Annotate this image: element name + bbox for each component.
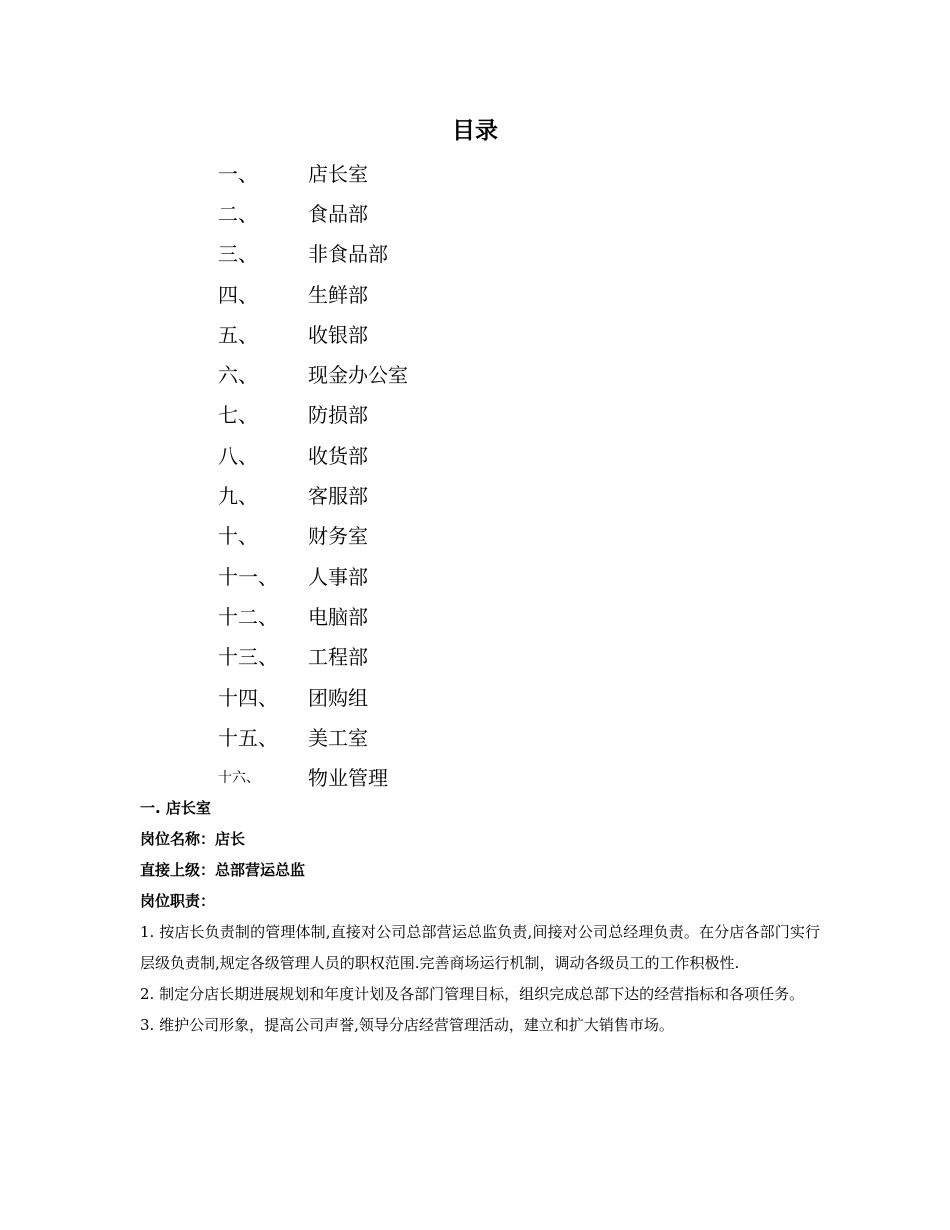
toc-item[interactable] <box>218 515 408 555</box>
toc-label: 食品部 <box>308 201 368 226</box>
toc-label: 店长室 <box>308 161 368 186</box>
toc-item[interactable] <box>218 192 408 232</box>
toc-item[interactable] <box>218 313 408 353</box>
toc-number: 十四、 <box>218 685 278 710</box>
toc-label: 工程部 <box>308 645 368 670</box>
toc-item[interactable] <box>218 676 408 716</box>
duty-item: 3. 维护公司形象，提高公司声誉,领导分店经营管理活动，建立和扩大销售市场。 <box>140 1016 674 1034</box>
toc-label: 财务室 <box>308 524 368 549</box>
toc-number: 十二、 <box>218 604 278 629</box>
toc-number: 七、 <box>218 403 258 428</box>
toc-label: 防损部 <box>308 403 368 428</box>
toc-item[interactable] <box>218 233 408 273</box>
toc-number: 三、 <box>218 242 258 267</box>
toc-label: 美工室 <box>308 725 368 750</box>
toc-label: 物业管理 <box>308 766 388 791</box>
toc-item[interactable] <box>218 595 408 635</box>
toc-number: 十五、 <box>218 725 278 750</box>
toc-item[interactable] <box>218 353 408 393</box>
toc-number: 二、 <box>218 201 258 226</box>
section-heading: 一. 店长室 <box>140 799 211 817</box>
toc-item[interactable] <box>218 756 408 796</box>
toc-label: 现金办公室 <box>308 363 408 388</box>
toc-item[interactable] <box>218 152 408 192</box>
toc-label: 收货部 <box>308 443 368 468</box>
toc-number: 九、 <box>218 484 258 509</box>
direct-superior: 直接上级：总部营运总监 <box>140 861 306 879</box>
toc-label: 生鲜部 <box>308 282 368 307</box>
duty-item: 1. 按店长负责制的管理体制,直接对公司总部营运总监负责,间接对公司总经理负责。在分店各部门实行层级负责制,规定各级管理人员的职权范围.完善商场运行机制，调动各级员工的工作积极性. <box>140 923 820 972</box>
section-content <box>140 793 820 1041</box>
toc-label: 团购组 <box>308 685 368 710</box>
toc-label: 客服部 <box>308 484 368 509</box>
position-name: 岗位名称：店长 <box>140 830 246 848</box>
page-title: 目录 <box>452 118 498 144</box>
toc-number: 十六、 <box>218 769 260 786</box>
toc-label: 非食品部 <box>308 242 388 267</box>
toc-item[interactable] <box>218 273 408 313</box>
toc-number: 一、 <box>218 161 258 186</box>
toc-number: 十、 <box>218 524 258 549</box>
toc-item[interactable] <box>218 394 408 434</box>
toc-item[interactable] <box>218 474 408 514</box>
toc-item[interactable] <box>218 555 408 595</box>
toc-number: 六、 <box>218 363 258 388</box>
toc-number: 四、 <box>218 282 258 307</box>
table-of-contents <box>218 152 408 797</box>
toc-number: 五、 <box>218 322 258 347</box>
toc-item[interactable] <box>218 434 408 474</box>
toc-number: 十一、 <box>218 564 278 589</box>
duties-heading: 岗位职责： <box>140 892 216 910</box>
toc-label: 收银部 <box>308 322 368 347</box>
toc-item[interactable] <box>218 716 408 756</box>
toc-number: 八、 <box>218 443 258 468</box>
toc-item[interactable] <box>218 636 408 676</box>
duty-item: 2. 制定分店长期进展规划和年度计划及各部门管理目标，组织完成总部下达的经营指标和各项任务。 <box>140 985 805 1003</box>
toc-number: 十三、 <box>218 645 278 670</box>
toc-label: 电脑部 <box>308 604 368 629</box>
toc-label: 人事部 <box>308 564 368 589</box>
